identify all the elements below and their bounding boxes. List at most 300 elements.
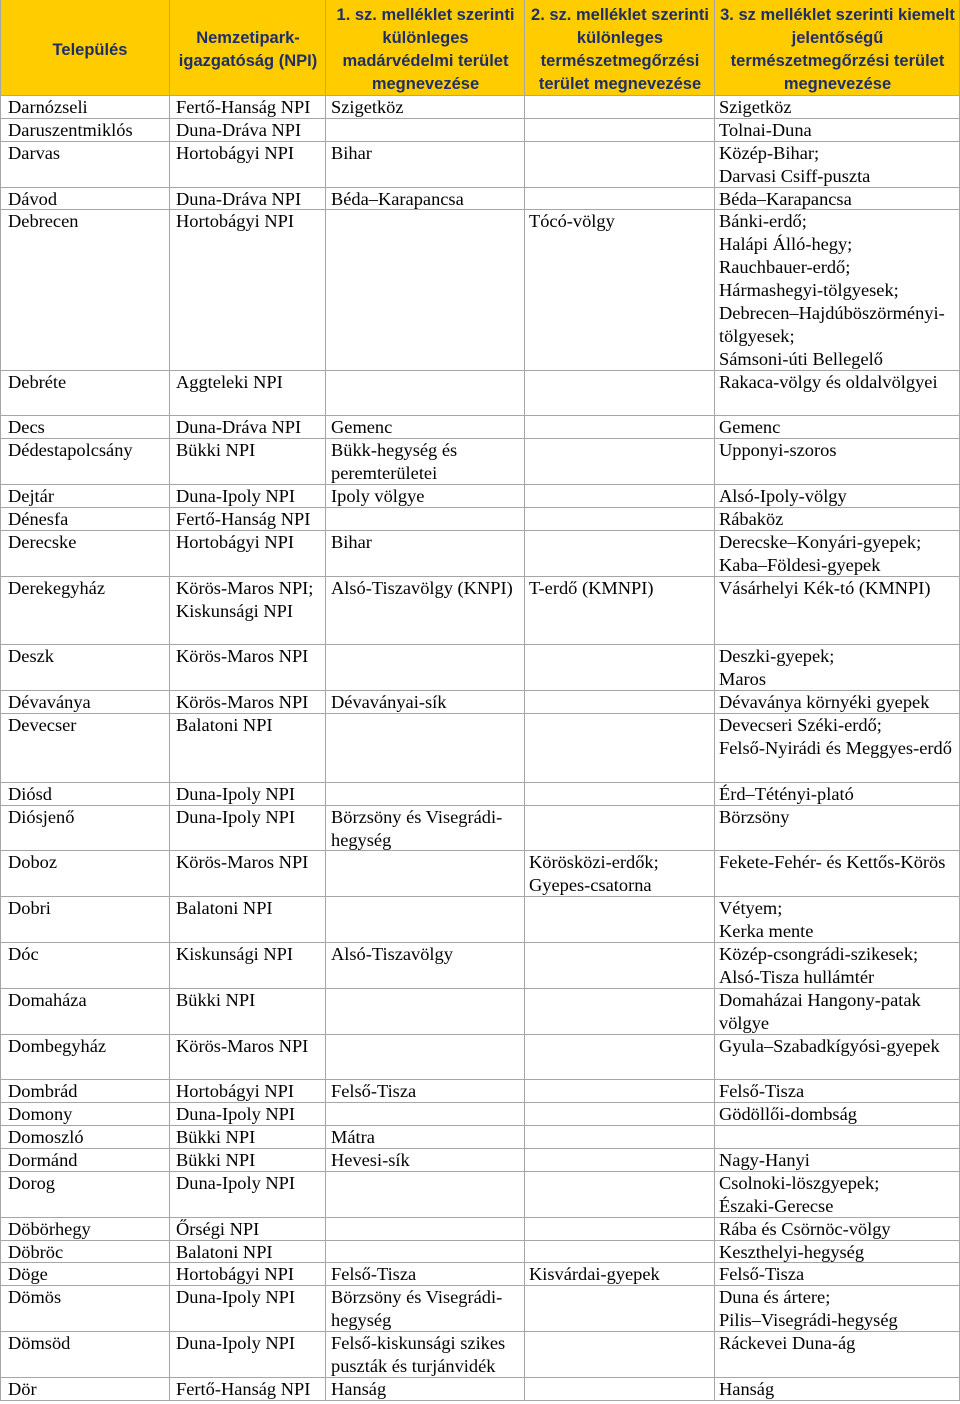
cell-line: Derecske bbox=[8, 531, 77, 552]
settlement-cell bbox=[0, 897, 170, 943]
cell-line: Sámsoni-úti Bellegelő bbox=[719, 348, 883, 369]
cell-line: Béda–Karapancsa bbox=[719, 188, 852, 209]
table-row bbox=[0, 1149, 960, 1172]
cell-line: Daruszentmiklós bbox=[8, 119, 133, 140]
cell-line: Duna-Ipoly NPI bbox=[176, 1333, 296, 1354]
cell-line: Debréte bbox=[8, 371, 67, 392]
cell-line: Börzsöny bbox=[719, 806, 790, 827]
bird-protection-area-cell bbox=[326, 439, 525, 485]
cell-line: Hortobágyi NPI bbox=[176, 1081, 294, 1102]
conservation-area-cell bbox=[525, 119, 715, 142]
cell-line: Gödöllői-dombság bbox=[719, 1104, 857, 1125]
settlement-cell bbox=[0, 439, 170, 485]
cell-line: Kiskunsági NPI bbox=[176, 944, 293, 964]
cell-line: Dormánd bbox=[8, 1150, 78, 1171]
cell-line: Északi-Gerecse bbox=[719, 1195, 834, 1216]
bird-protection-area-cell bbox=[326, 806, 525, 852]
table-row bbox=[0, 714, 960, 783]
national-park-directorate-cell bbox=[170, 897, 326, 943]
cell-line: Duna és ártere; bbox=[719, 1287, 831, 1308]
priority-conservation-area-cell bbox=[715, 989, 960, 1035]
national-park-directorate-cell bbox=[170, 1103, 326, 1126]
cell-line: Dévaványa környéki gyepek bbox=[719, 692, 930, 713]
bird-protection-area-cell bbox=[326, 1378, 525, 1401]
settlement-cell bbox=[0, 1103, 170, 1126]
cell-line: Debrecen–Hajdúböszörményi- bbox=[719, 303, 945, 324]
cell-line: Tócó-völgy bbox=[529, 211, 615, 232]
table-row bbox=[0, 531, 960, 577]
bird-protection-area-cell bbox=[326, 210, 525, 370]
header-line: Település bbox=[52, 40, 128, 59]
table-row bbox=[0, 210, 960, 370]
header-line: természetmegőrzési bbox=[540, 52, 700, 70]
cell-line: Maros bbox=[719, 669, 766, 690]
conservation-area-cell bbox=[525, 943, 715, 989]
national-park-directorate-cell bbox=[170, 439, 326, 485]
conservation-area-cell bbox=[525, 714, 715, 783]
cell-line: Rábaköz bbox=[719, 509, 784, 530]
cell-line: Hortobágyi NPI bbox=[176, 211, 294, 232]
national-park-directorate-cell bbox=[170, 119, 326, 142]
settlement-cell bbox=[0, 485, 170, 508]
cell-line: Csolnoki-löszgyepek; bbox=[719, 1172, 880, 1193]
priority-conservation-area-cell bbox=[715, 691, 960, 714]
national-park-directorate-cell bbox=[170, 1149, 326, 1172]
table-row bbox=[0, 577, 960, 646]
cell-line: Devecseri Széki-erdő; bbox=[719, 715, 882, 736]
cell-line: Körös-Maros NPI bbox=[176, 692, 309, 713]
conservation-area-cell bbox=[525, 142, 715, 188]
settlement-cell bbox=[0, 210, 170, 370]
settlement-cell bbox=[0, 989, 170, 1035]
bird-protection-area-cell bbox=[326, 1286, 525, 1332]
cell-line: Alsó-Tiszavölgy bbox=[331, 944, 453, 964]
conservation-area-cell bbox=[525, 531, 715, 577]
cell-line: Deszk bbox=[8, 646, 54, 667]
priority-conservation-area-cell bbox=[715, 714, 960, 783]
cell-line: Dömsöd bbox=[8, 1333, 71, 1354]
cell-line: Darvas bbox=[8, 142, 61, 163]
bird-protection-area-cell bbox=[326, 142, 525, 188]
conservation-area-cell bbox=[525, 691, 715, 714]
cell-line: Doboz bbox=[8, 852, 58, 873]
priority-conservation-area-cell bbox=[715, 1378, 960, 1401]
priority-conservation-area-cell bbox=[715, 1080, 960, 1103]
bird-protection-area-cell bbox=[326, 897, 525, 943]
cell-line: Börzsöny és Visegrádi- bbox=[331, 806, 503, 827]
table-row bbox=[0, 416, 960, 439]
cell-line: Domaháza bbox=[8, 989, 87, 1010]
cell-line: Szigetköz bbox=[719, 97, 792, 117]
national-park-directorate-cell bbox=[170, 1332, 326, 1378]
priority-conservation-area-cell bbox=[715, 96, 960, 119]
conservation-area-cell bbox=[525, 1378, 715, 1401]
cell-line: Körös-Maros NPI bbox=[176, 852, 309, 873]
table-row bbox=[0, 897, 960, 943]
cell-line: Felső-Tisza bbox=[331, 1081, 417, 1102]
cell-line: Körös-Maros NPI bbox=[176, 646, 309, 667]
cell-line: Dávod bbox=[8, 188, 58, 209]
priority-conservation-area-cell bbox=[715, 142, 960, 188]
cell-line: Rakaca-völgy és oldalvölgyei bbox=[719, 371, 938, 392]
conservation-area-cell bbox=[525, 1126, 715, 1149]
header-line: megnevezése bbox=[783, 75, 892, 93]
cell-line: Duna-Ipoly NPI bbox=[176, 1287, 296, 1308]
table-row bbox=[0, 485, 960, 508]
national-park-directorate-cell bbox=[170, 142, 326, 188]
cell-line: Upponyi-szoros bbox=[719, 440, 837, 461]
national-park-directorate-cell bbox=[170, 1080, 326, 1103]
priority-conservation-area-cell bbox=[715, 851, 960, 897]
cell-line: Kiskunsági NPI bbox=[176, 600, 293, 621]
cell-line: Bükki NPI bbox=[176, 989, 256, 1010]
settlement-cell bbox=[0, 142, 170, 188]
cell-line: Dorog bbox=[8, 1172, 55, 1193]
table-body bbox=[0, 96, 960, 1401]
national-park-directorate-cell bbox=[170, 1263, 326, 1286]
cell-line: Fertő-Hanság NPI bbox=[176, 1378, 311, 1399]
cell-line: Gyepes-csatorna bbox=[529, 875, 652, 896]
conservation-area-cell bbox=[525, 210, 715, 370]
national-park-directorate-cell bbox=[170, 485, 326, 508]
settlement-cell bbox=[0, 1172, 170, 1218]
priority-conservation-area-cell bbox=[715, 1332, 960, 1378]
cell-line: Duna-Ipoly NPI bbox=[176, 1104, 296, 1125]
settlement-cell bbox=[0, 1035, 170, 1081]
national-park-directorate-cell bbox=[170, 1172, 326, 1218]
cell-line: Bihar bbox=[331, 531, 372, 552]
bird-protection-area-cell bbox=[326, 645, 525, 691]
table-row bbox=[0, 806, 960, 852]
table-row bbox=[0, 1241, 960, 1264]
conservation-area-header-cell bbox=[525, 0, 715, 96]
settlement-cell bbox=[0, 1241, 170, 1264]
settlement-cell bbox=[0, 1218, 170, 1241]
priority-conservation-area-cell bbox=[715, 1103, 960, 1126]
conservation-area-cell bbox=[525, 645, 715, 691]
conservation-area-cell bbox=[525, 1263, 715, 1286]
conservation-area-cell bbox=[525, 188, 715, 211]
national-park-directorate-cell bbox=[170, 371, 326, 417]
bird-protection-area-cell bbox=[326, 1149, 525, 1172]
national-park-directorate-cell bbox=[170, 783, 326, 806]
cell-line: Fertő-Hanság NPI bbox=[176, 509, 311, 530]
settlement-cell bbox=[0, 943, 170, 989]
settlement-cell bbox=[0, 1378, 170, 1401]
bird-protection-area-cell bbox=[326, 1172, 525, 1218]
cell-line: Duna-Ipoly NPI bbox=[176, 486, 296, 507]
cell-line: Kisvárdai-gyepek bbox=[529, 1264, 660, 1285]
cell-line: Alsó-Tiszavölgy (KNPI) bbox=[331, 577, 513, 598]
priority-conservation-area-cell bbox=[715, 1286, 960, 1332]
bird-protection-area-cell bbox=[326, 119, 525, 142]
national-park-directorate-cell bbox=[170, 577, 326, 646]
cell-line: Dör bbox=[8, 1378, 37, 1399]
bird-protection-area-cell bbox=[326, 783, 525, 806]
cell-line: Dobri bbox=[8, 898, 51, 919]
cell-line: Dóc bbox=[8, 944, 39, 964]
bird-protection-area-cell bbox=[326, 508, 525, 531]
bird-protection-area-cell bbox=[326, 1035, 525, 1081]
cell-line: Duna-Ipoly NPI bbox=[176, 783, 296, 804]
cell-line: Pilis–Visegrádi-hegység bbox=[719, 1310, 898, 1331]
settlement-cell bbox=[0, 1263, 170, 1286]
priority-conservation-area-cell bbox=[715, 897, 960, 943]
cell-line: Duna-Dráva NPI bbox=[176, 119, 302, 140]
cell-line: Szigetköz bbox=[331, 97, 404, 117]
settlement-cell bbox=[0, 1149, 170, 1172]
settlement-cell bbox=[0, 188, 170, 211]
national-park-directorate-cell bbox=[170, 851, 326, 897]
header-line: 1. sz. melléklet szerinti bbox=[336, 6, 515, 24]
table-row bbox=[0, 1080, 960, 1103]
conservation-area-cell bbox=[525, 1286, 715, 1332]
priority-conservation-area-cell bbox=[715, 1126, 960, 1149]
cell-line: Bükki NPI bbox=[176, 1150, 256, 1171]
cell-line: Balatoni NPI bbox=[176, 1241, 273, 1262]
cell-line: Dédestapolcsány bbox=[8, 440, 133, 461]
cell-line: Diósjenő bbox=[8, 806, 75, 827]
bird-protection-area-cell bbox=[326, 989, 525, 1035]
national-park-directorate-cell bbox=[170, 210, 326, 370]
table-row bbox=[0, 1286, 960, 1332]
priority-conservation-area-cell bbox=[715, 531, 960, 577]
conservation-area-cell bbox=[525, 806, 715, 852]
cell-line: Kerka mente bbox=[719, 921, 814, 942]
bird-protection-area-cell bbox=[326, 1218, 525, 1241]
national-park-directorate-cell bbox=[170, 1241, 326, 1264]
cell-line: Közép-csongrádi-szikesek; bbox=[719, 944, 919, 964]
cell-line: Körös-Maros NPI bbox=[176, 1035, 309, 1056]
priority-conservation-area-cell bbox=[715, 188, 960, 211]
cell-line: puszták és turjánvidék bbox=[331, 1356, 496, 1377]
settlement-cell bbox=[0, 1126, 170, 1149]
table-row bbox=[0, 691, 960, 714]
settlement-cell bbox=[0, 119, 170, 142]
cell-line: Bihar bbox=[331, 142, 372, 163]
table-row bbox=[0, 188, 960, 211]
national-park-directorate-cell bbox=[170, 1126, 326, 1149]
national-park-directorate-cell bbox=[170, 691, 326, 714]
bird-protection-area-cell bbox=[326, 485, 525, 508]
cell-line: Bükki NPI bbox=[176, 440, 256, 461]
conservation-area-cell bbox=[525, 1149, 715, 1172]
cell-line: Érd–Tétényi-plató bbox=[719, 783, 854, 804]
header-line: Nemzetipark- bbox=[196, 29, 300, 47]
cell-line: Duna-Ipoly NPI bbox=[176, 1172, 296, 1193]
cell-line: Rába és Csörnöc-völgy bbox=[719, 1218, 891, 1239]
national-park-directorate-cell bbox=[170, 531, 326, 577]
cell-line: Dénesfa bbox=[8, 509, 69, 530]
settlement-cell bbox=[0, 1332, 170, 1378]
table-row bbox=[0, 96, 960, 119]
cell-line: Duna-Dráva NPI bbox=[176, 417, 302, 438]
national-park-directorate-cell bbox=[170, 1378, 326, 1401]
bird-protection-area-cell bbox=[326, 188, 525, 211]
cell-line: Dombrád bbox=[8, 1081, 78, 1102]
header-line: terület megnevezése bbox=[538, 75, 702, 93]
national-park-directorate-cell bbox=[170, 714, 326, 783]
cell-line: Domony bbox=[8, 1104, 73, 1125]
table-row bbox=[0, 508, 960, 531]
national-park-directorate-cell bbox=[170, 989, 326, 1035]
priority-conservation-area-cell bbox=[715, 1149, 960, 1172]
cell-line: Fertő-Hanság NPI bbox=[176, 97, 311, 117]
priority-conservation-area-cell bbox=[715, 783, 960, 806]
conservation-area-cell bbox=[525, 439, 715, 485]
cell-line: Alsó-Ipoly-völgy bbox=[719, 486, 847, 507]
conservation-area-cell bbox=[525, 989, 715, 1035]
settlement-cell bbox=[0, 1080, 170, 1103]
bird-protection-area-cell bbox=[326, 1126, 525, 1149]
cell-line: Fekete-Fehér- és Kettős-Körös bbox=[719, 852, 946, 873]
priority-conservation-area-cell bbox=[715, 1241, 960, 1264]
conservation-area-cell bbox=[525, 783, 715, 806]
cell-line: Debrecen bbox=[8, 211, 79, 232]
cell-line: Bükk-hegység és bbox=[331, 440, 458, 461]
cell-line: hegység bbox=[331, 829, 392, 850]
settlement-cell bbox=[0, 783, 170, 806]
bird-protection-area-cell bbox=[326, 714, 525, 783]
cell-line: Vásárhelyi Kék-tó (KMNPI) bbox=[719, 577, 931, 598]
cell-line: Duna-Ipoly NPI bbox=[176, 806, 296, 827]
header-line: jelentőségű bbox=[791, 29, 884, 47]
bird-protection-area-cell bbox=[326, 691, 525, 714]
table-row bbox=[0, 119, 960, 142]
header-line: különleges bbox=[576, 29, 664, 47]
cell-line: Duna-Dráva NPI bbox=[176, 188, 302, 209]
national-park-directorate-cell bbox=[170, 416, 326, 439]
header-line: madárvédelmi terület bbox=[342, 52, 509, 70]
cell-line: Diósd bbox=[8, 783, 52, 804]
national-park-directorate-cell bbox=[170, 1286, 326, 1332]
table-row bbox=[0, 645, 960, 691]
priority-conservation-area-cell bbox=[715, 1263, 960, 1286]
settlement-cell bbox=[0, 851, 170, 897]
bird-protection-area-cell bbox=[326, 96, 525, 119]
table-row bbox=[0, 1035, 960, 1081]
table-row bbox=[0, 989, 960, 1035]
cell-line: Ráckevei Duna-ág bbox=[719, 1333, 856, 1354]
cell-line: völgye bbox=[719, 1012, 770, 1033]
header-line: természetmegőrzési terület bbox=[730, 52, 945, 70]
cell-line: Hortobágyi NPI bbox=[176, 142, 294, 163]
cell-line: Hortobágyi NPI bbox=[176, 531, 294, 552]
national-park-directorate-cell bbox=[170, 645, 326, 691]
cell-line: Gyula–Szabadkígyósi-gyepek bbox=[719, 1035, 940, 1056]
cell-line: Balatoni NPI bbox=[176, 715, 273, 736]
cell-line: Döbörhegy bbox=[8, 1218, 91, 1239]
national-park-directorate-cell bbox=[170, 806, 326, 852]
national-park-directorate-cell bbox=[170, 508, 326, 531]
conservation-area-cell bbox=[525, 416, 715, 439]
cell-line: Decs bbox=[8, 417, 45, 438]
priority-conservation-area-cell bbox=[715, 806, 960, 852]
cell-line: Hortobágyi NPI bbox=[176, 1264, 294, 1285]
cell-line: Gemenc bbox=[719, 417, 781, 438]
cell-line: Deszki-gyepek; bbox=[719, 646, 835, 667]
cell-line: Vétyem; bbox=[719, 898, 783, 919]
cell-line: Derekegyház bbox=[8, 577, 105, 598]
cell-line: Kaba–Földesi-gyepek bbox=[719, 554, 881, 575]
table-row bbox=[0, 851, 960, 897]
national-park-directorate-cell bbox=[170, 96, 326, 119]
cell-line: Derecske–Konyári-gyepek; bbox=[719, 531, 922, 552]
priority-conservation-area-cell bbox=[715, 210, 960, 370]
settlement-cell bbox=[0, 577, 170, 646]
conservation-area-cell bbox=[525, 485, 715, 508]
cell-line: Felső-Tisza bbox=[719, 1081, 805, 1102]
cell-line: Aggteleki NPI bbox=[176, 371, 283, 392]
priority-conservation-area-cell bbox=[715, 577, 960, 646]
priority-conservation-area-header-cell bbox=[715, 0, 960, 96]
cell-line: Mátra bbox=[331, 1127, 375, 1148]
priority-conservation-area-cell bbox=[715, 1218, 960, 1241]
conservation-area-cell bbox=[525, 1103, 715, 1126]
bird-protection-area-cell bbox=[326, 1263, 525, 1286]
cell-line: Alsó-Tisza hullámtér bbox=[719, 966, 875, 987]
settlement-cell bbox=[0, 531, 170, 577]
settlement-cell bbox=[0, 96, 170, 119]
cell-line: Bükki NPI bbox=[176, 1127, 256, 1148]
priority-conservation-area-cell bbox=[715, 1035, 960, 1081]
header-line: különleges bbox=[382, 29, 469, 47]
cell-line: Dévaványai-sík bbox=[331, 692, 447, 713]
bird-protection-area-cell bbox=[326, 1103, 525, 1126]
cell-line: Keszthelyi-hegység bbox=[719, 1241, 865, 1262]
bird-protection-area-cell bbox=[326, 371, 525, 417]
priority-conservation-area-cell bbox=[715, 439, 960, 485]
cell-line: Ipoly völgye bbox=[331, 486, 425, 507]
cell-line: hegység bbox=[331, 1310, 392, 1331]
table-row bbox=[0, 783, 960, 806]
settlement-cell bbox=[0, 691, 170, 714]
conservation-area-cell bbox=[525, 1218, 715, 1241]
settlement-cell bbox=[0, 645, 170, 691]
cell-line: tölgyesek; bbox=[719, 325, 795, 346]
bird-protection-area-cell bbox=[326, 1241, 525, 1264]
cell-line: Domoszló bbox=[8, 1127, 84, 1148]
conservation-area-cell bbox=[525, 851, 715, 897]
cell-line: Hármashegyi-tölgyesek; bbox=[719, 280, 899, 301]
settlement-cell bbox=[0, 508, 170, 531]
table-row bbox=[0, 1172, 960, 1218]
cell-line: Béda–Karapancsa bbox=[331, 188, 464, 209]
conservation-area-cell bbox=[525, 508, 715, 531]
cell-line: Döbröc bbox=[8, 1241, 64, 1262]
cell-line: Őrségi NPI bbox=[176, 1218, 260, 1239]
cell-line: Körösközi-erdők; bbox=[529, 852, 659, 873]
cell-line: Közép-Bihar; bbox=[719, 142, 820, 163]
bird-protection-area-cell bbox=[326, 531, 525, 577]
cell-line: Hanság bbox=[719, 1378, 775, 1399]
cell-line: Balatoni NPI bbox=[176, 898, 273, 919]
conservation-area-cell bbox=[525, 577, 715, 646]
cell-line: Felső-Nyirádi és Meggyes-erdő bbox=[719, 737, 952, 758]
national-park-directorate-cell bbox=[170, 943, 326, 989]
national-park-directorate-header-cell bbox=[170, 0, 326, 96]
conservation-area-cell bbox=[525, 1035, 715, 1081]
settlement-cell bbox=[0, 1286, 170, 1332]
cell-line: Bánki-erdő; bbox=[719, 211, 807, 232]
cell-line: Felső-kiskunsági szikes bbox=[331, 1333, 506, 1354]
cell-line: Körös-Maros NPI; bbox=[176, 577, 314, 598]
cell-line: Felső-Tisza bbox=[331, 1264, 417, 1285]
table-row bbox=[0, 142, 960, 188]
cell-line: Dévaványa bbox=[8, 692, 91, 713]
priority-conservation-area-cell bbox=[715, 485, 960, 508]
header-line: megnevezése bbox=[371, 75, 480, 93]
